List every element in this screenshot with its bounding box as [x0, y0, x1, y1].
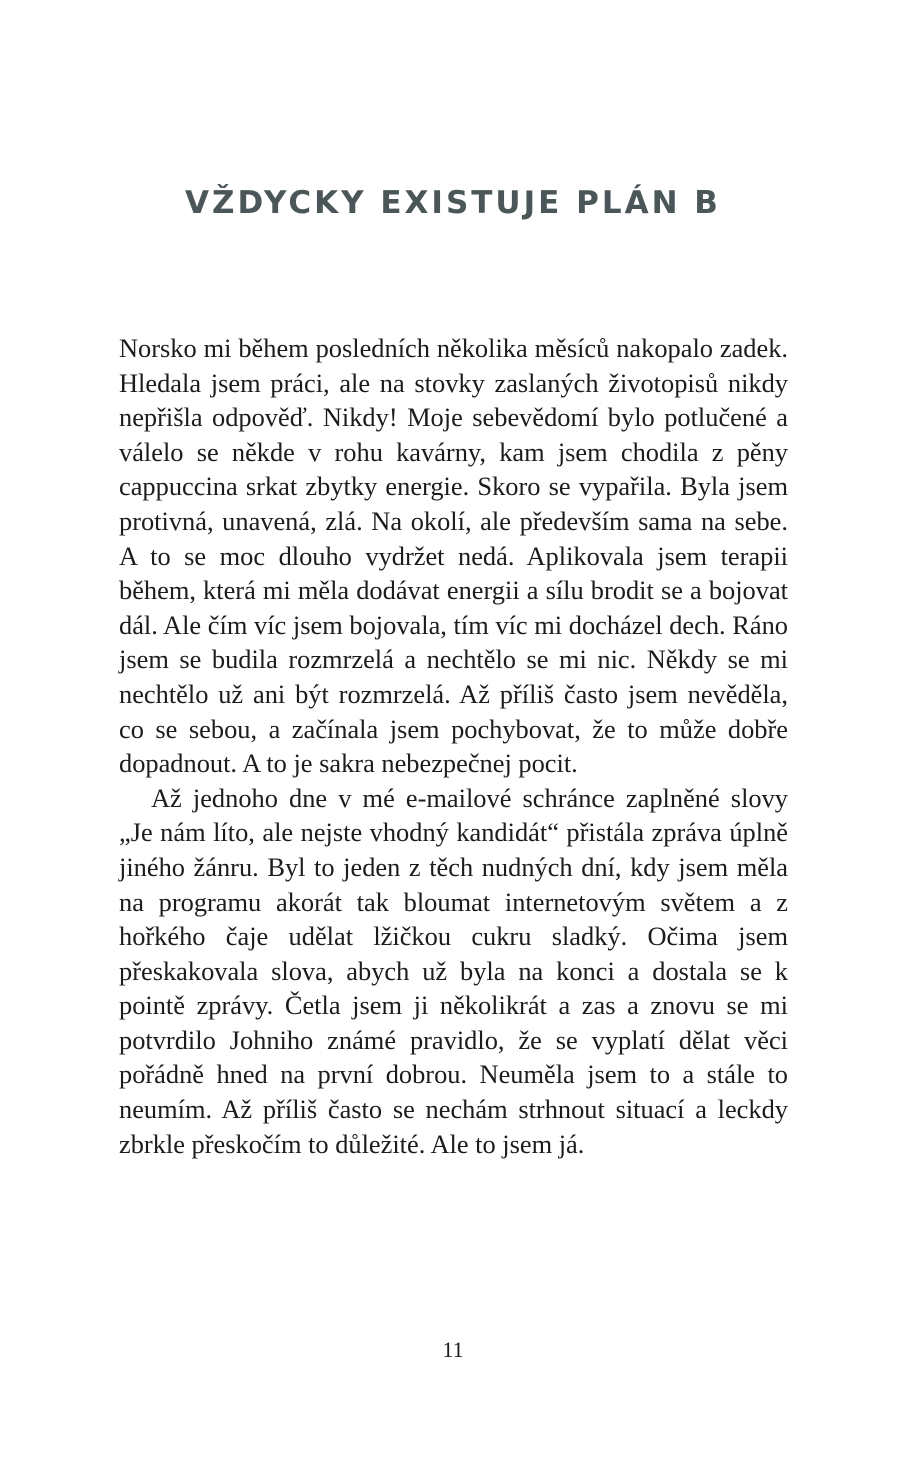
page-number: 11 [442, 1337, 464, 1362]
paragraph: Norsko mi během posledních několika měsíců nakopalo zadek. Hledala jsem práci, ale na stovky zaslaných životopisů nikdy nepřišla odpověď. Nikdy! Moje sebevědomí bylo potlučené a válelo se někde v rohu kavárny, kam jsem chodila z pěny cappuccina srkat zbytky energie. Skoro se vypařila. Byla jsem protivná, unavená, zlá. Na okolí, ale především sama na sebe. A to se moc dlouho vydržet nedá. Aplikovala jsem terapii během, která mi měla dodávat energii a sílu brodit se a bojovat dál. Ale čím víc jsem bojovala, tím víc mi docházel dech. Ráno jsem se budila rozmrzelá a nechtělo se mi nic. Někdy se mi nechtělo už ani být rozmrzelá. Až příliš často jsem nevěděla, co se sebou, a začínala jsem pochybovat, že to může dobře dopadnout. A to je sakra nebezpečnej pocit. [119, 333, 788, 779]
paragraph: Až jednoho dne v mé e-mailové schránce zaplněné slovy „Je nám líto, ale nejste vhodný kandidát“ přistála zpráva úplně jiného žánru. Byl to jeden z těch nudných dní, kdy jsem měla na programu akorát tak bloumat internetovým světem a z hořkého čaje udělat lžičkou cukru sladký. Očima jsem přeskakovala slova, abych už byla na konci a dostala se k pointě zprávy. Četla jsem ji několikrát a zas a znovu se mi potvrdilo Johniho známé pravidlo, že se vyplatí dělat věci pořádně hned na první dobrou. Neuměla jsem to a stále to neumím. Až příliš často se nechám strhnout situací a leckdy zbrkle přeskočím to důležité. Ale to jsem já. [119, 782, 788, 1159]
chapter-title: VŽDYCKY EXISTUJE PLÁN B [185, 185, 721, 221]
chapter-body [119, 331, 788, 1161]
